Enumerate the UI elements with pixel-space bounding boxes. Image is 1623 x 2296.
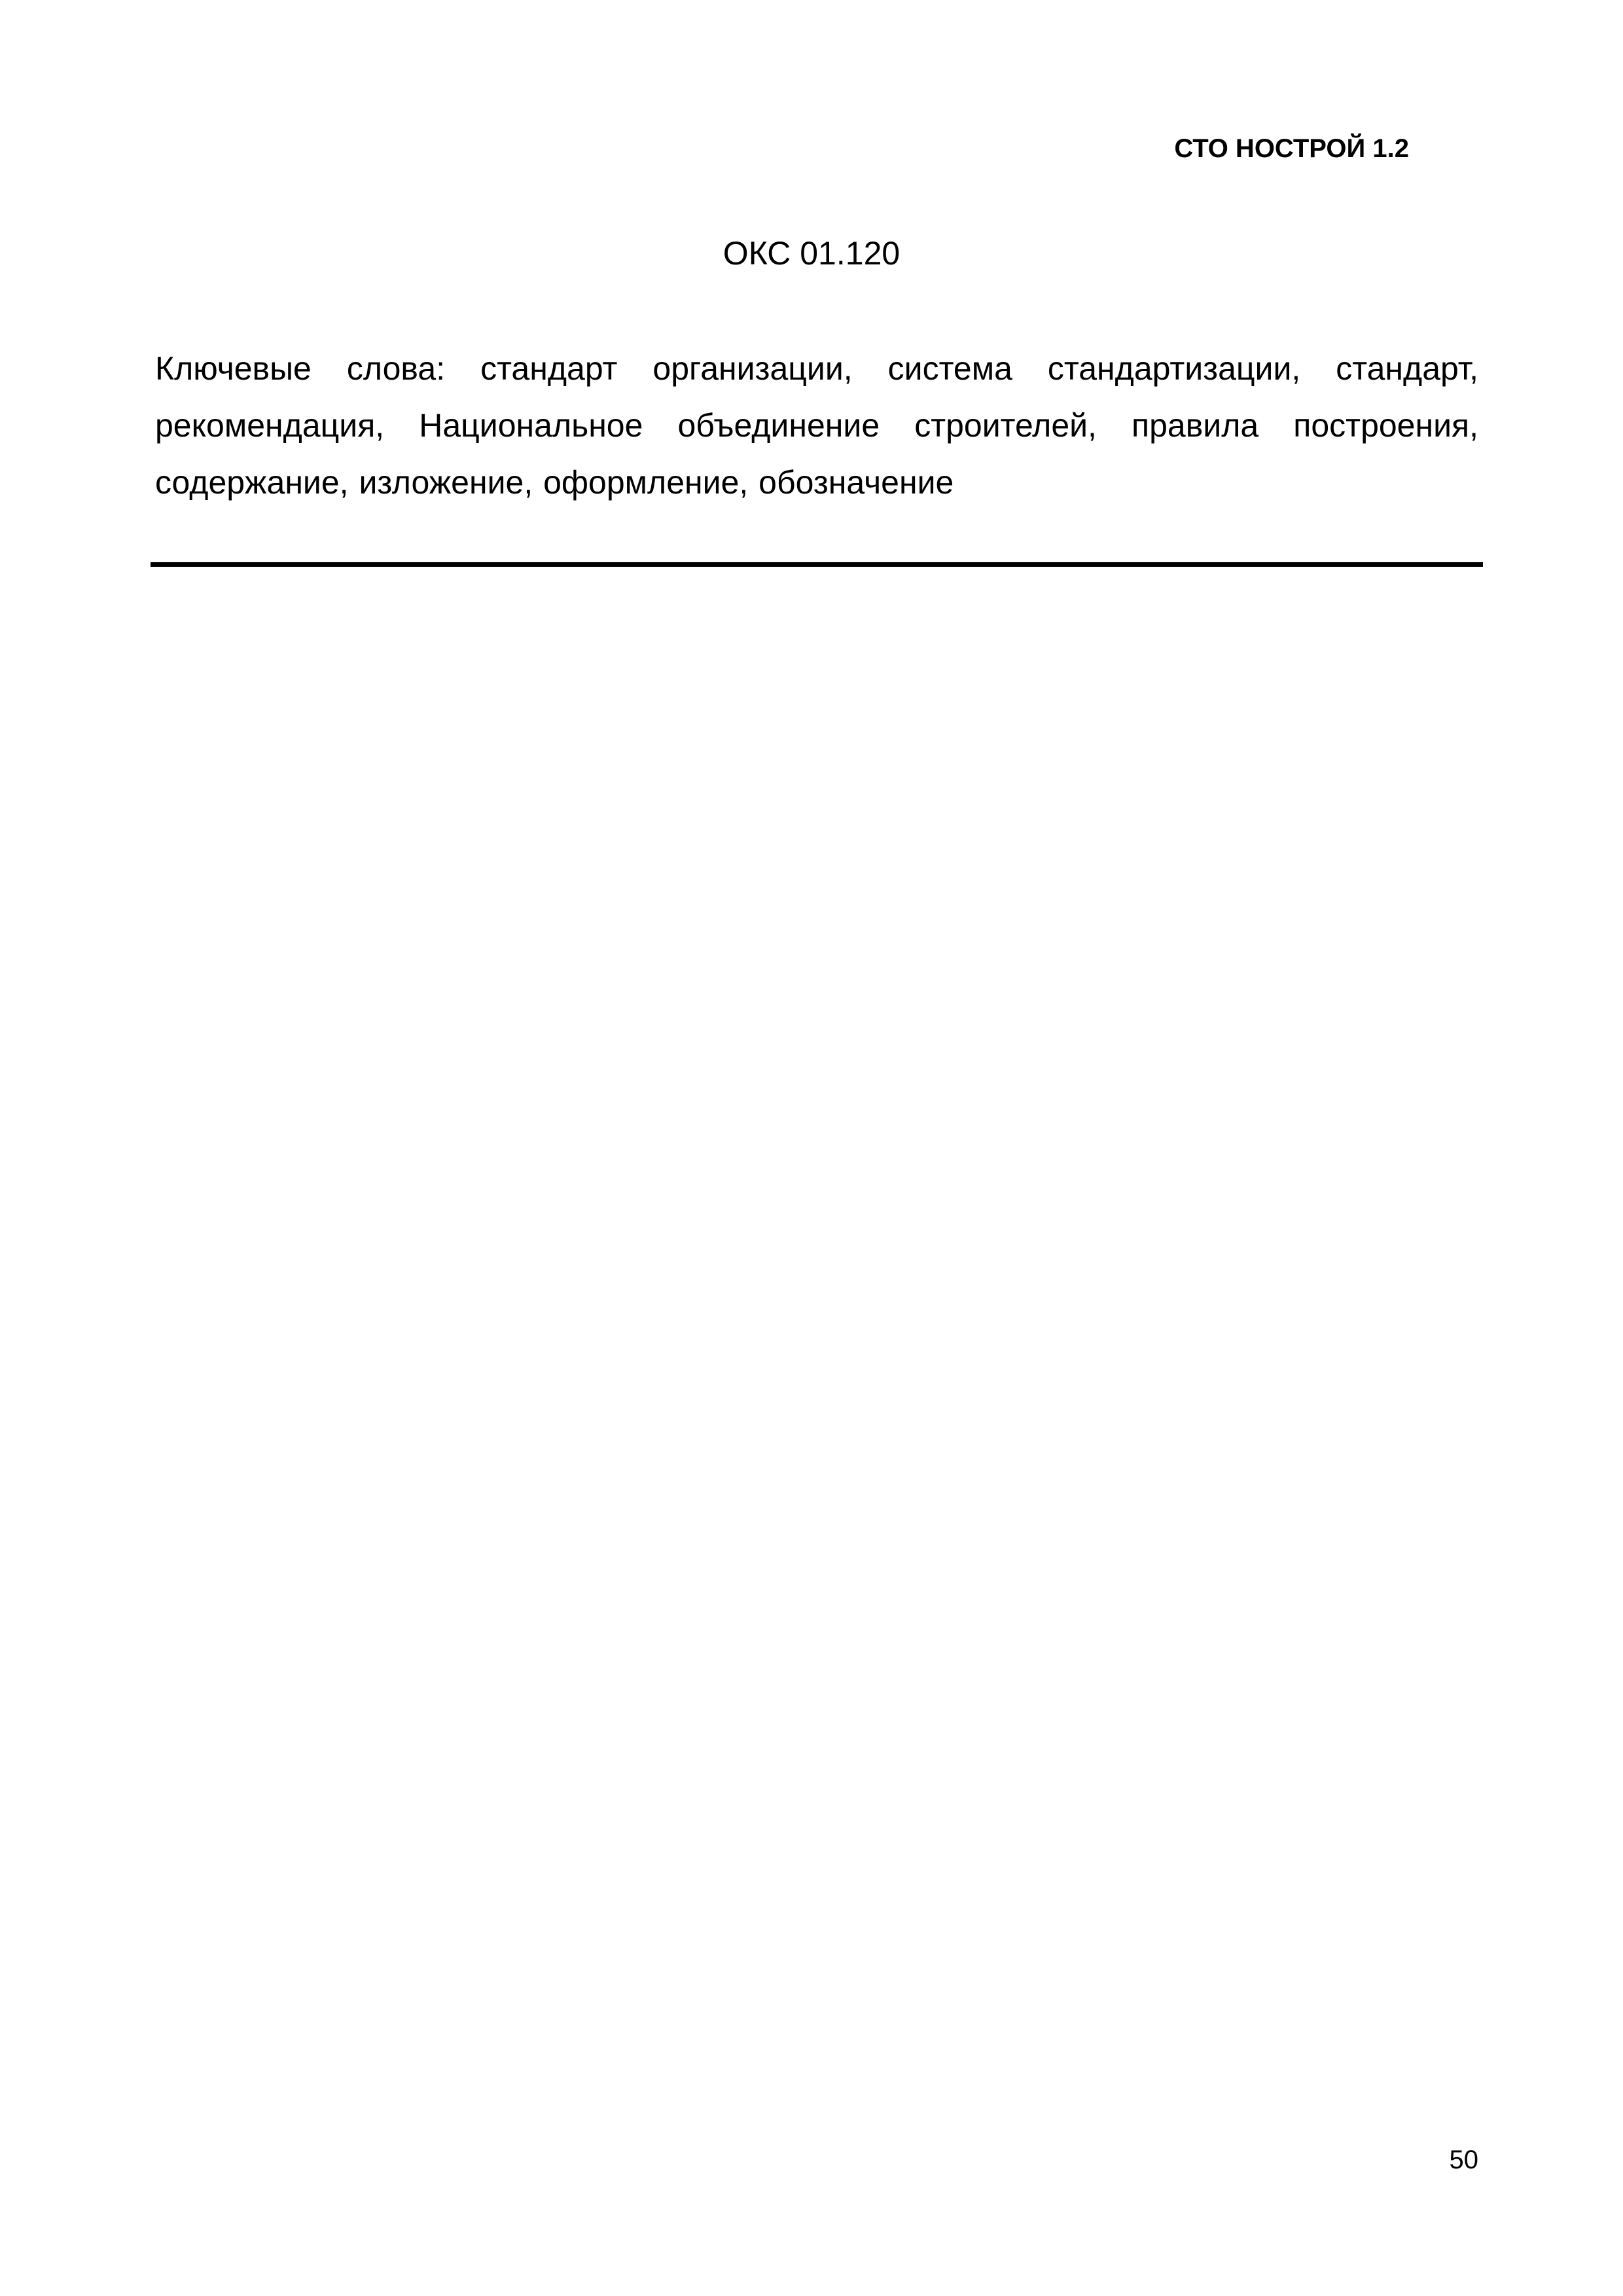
document-code-header: СТО НОСТРОЙ 1.2	[1174, 134, 1409, 163]
keywords-paragraph: Ключевые слова: стандарт организации, система стандартизации, стандарт, рекомендация, Национальное объединение строителей, правила построения, содержание, изложение, оформление, обозначение	[155, 350, 1478, 501]
horizontal-rule	[151, 562, 1483, 567]
oks-classification: ОКС 01.120	[722, 235, 901, 272]
page-number: 50	[1449, 2145, 1478, 2174]
